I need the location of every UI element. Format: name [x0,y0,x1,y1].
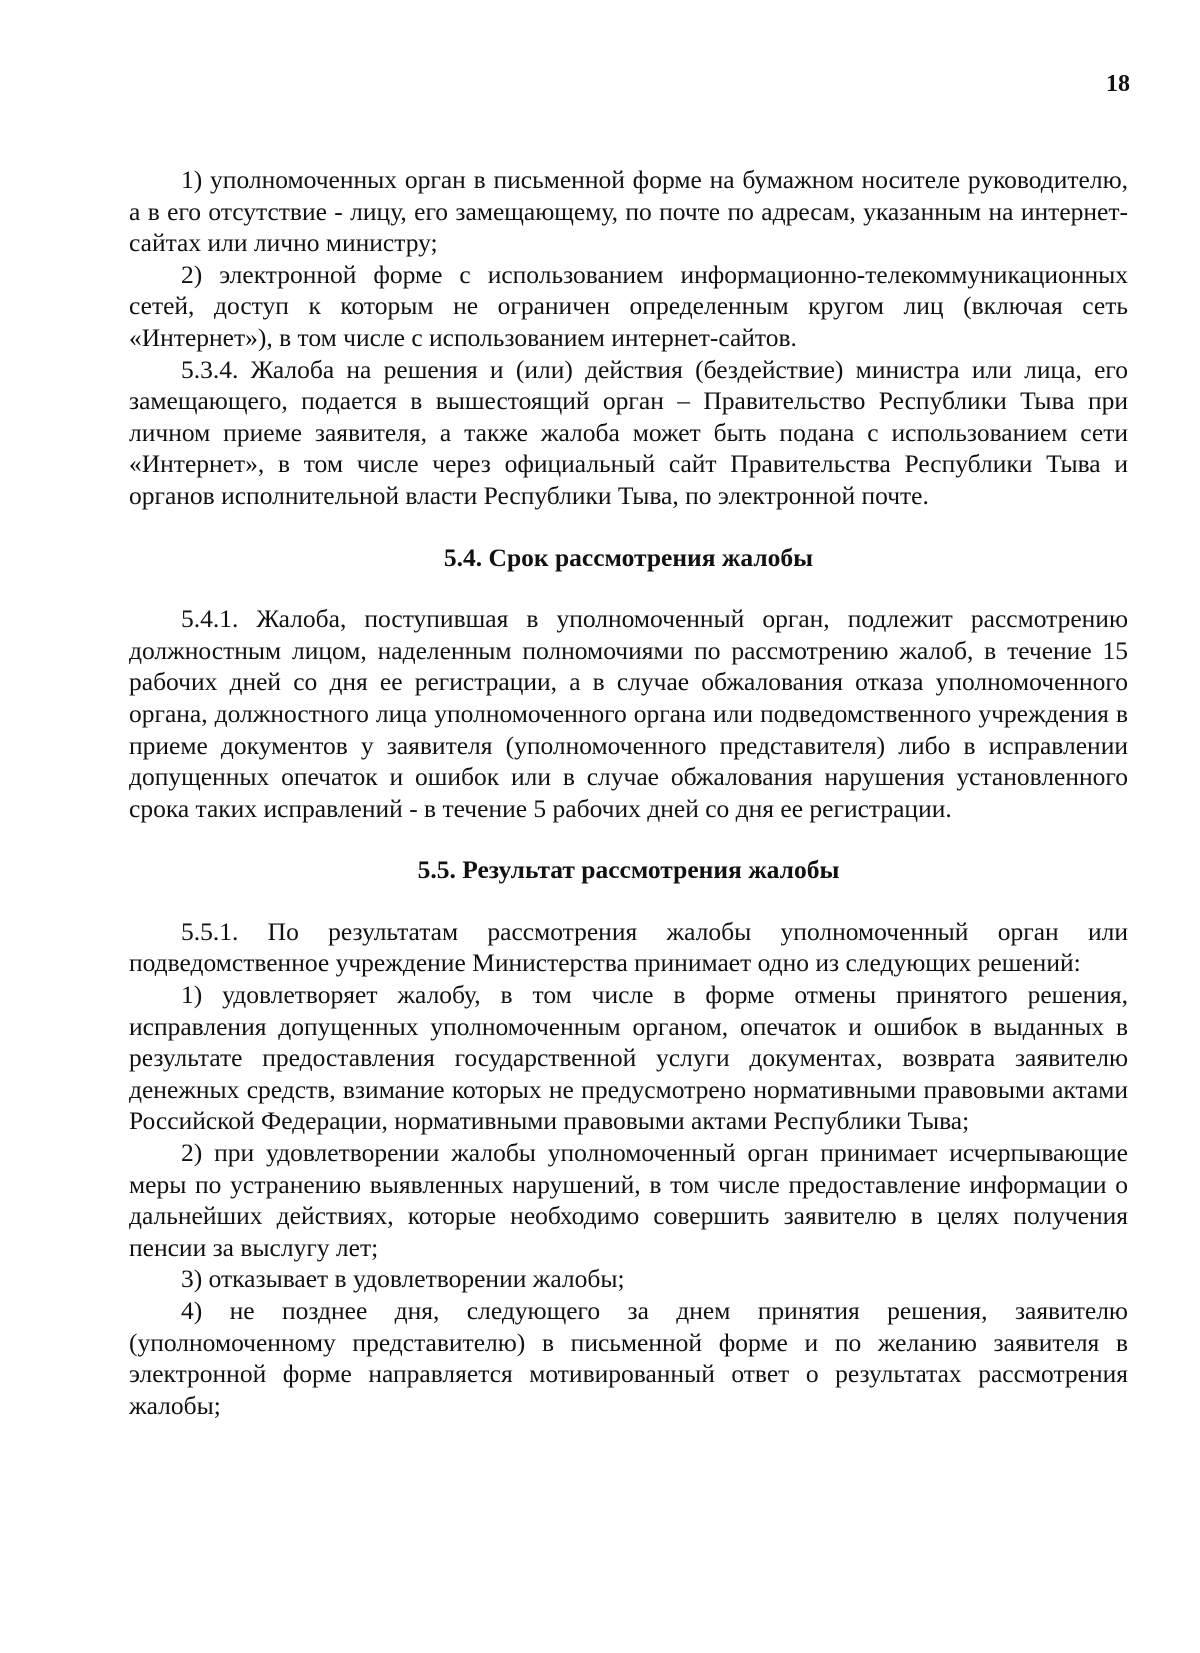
section-heading-5-4: 5.4. Срок рассмотрения жалобы [443,542,814,572]
document-body [129,164,1128,1421]
paragraph-item-1-paper-form: 1) уполномоченных орган в письменной форме на бумажном носителе руководителю, а в его отсутствие - лицу, его замещающему, по почте по адресам, указанным на интернет-сайтах или лично министру; [129,165,1128,258]
spacer [129,886,1128,916]
paragraph-5-3-4: 5.3.4. Жалоба на решения и (или) действия (бездействие) министра или лица, его замещающего, подается в вышестоящий орган – Правительство Республики Тыва при личном приеме заявителя, а также жалоба может быть подана с использованием сети «Интернет», в том числе через официальный сайт Правительства Республики Тыва и органов исполнительной власти Республики Тыва, по электронной почте. [129,354,1128,510]
paragraph-5-5-1: 5.5.1. По результатам рассмотрения жалобы уполномоченный орган или подведомственное учреждение Министерства принимает одно из следующих решений: [129,916,1128,978]
paragraph-decision-4: 4) не позднее дня, следующего за днем принятия решения, заявителю (уполномоченному представителю) в письменной форме и по желанию заявителя в электронной форме направляется мотивированный ответ о результатах рассмотрения жалобы; [129,1296,1128,1420]
paragraph-decision-2: 2) при удовлетворении жалобы уполномоченный орган принимает исчерпывающие меры по устранению выявленных нарушений, в том числе предоставление информации о дальнейших действиях, которые необходимо совершить заявителю в целях получения пенсии за выслугу лет; [129,1138,1128,1262]
section-heading-5-5: 5.5. Результат рассмотрения жалобы [417,855,840,885]
page-number: 18 [1106,71,1130,97]
paragraph-item-2-electronic-form: 2) электронной форме с использованием информационно-телекоммуникационных сетей, доступ к которым не ограничен определенным кругом лиц (включая сеть «Интернет»), в том числе с использованием интернет-сайтов. [129,259,1128,352]
paragraph-5-4-1: 5.4.1. Жалоба, поступившая в уполномоченный орган, подлежит рассмотрению должностным лицом, наделенным полномочиями по рассмотрению жалоб, в течение 15 рабочих дней со дня ее регистрации, а в случае обжалования отказа уполномоченного органа, должностного лица уполномоченного органа или подведомственного учреждения в приеме документов у заявителя (уполномоченного представителя) либо в исправлении допущенных опечаток и ошибок или в случае обжалования нарушения установленного срока таких исправлений - в течение 5 рабочих дней со дня ее регистрации. [129,604,1128,823]
paragraph-decision-1: 1) удовлетворяет жалобу, в том числе в форме отмены принятого решения, исправления допущенных уполномоченным органом, опечаток и ошибок в выданных в результате предоставления государственной услуги документах, возврата заявителю денежных средств, взимание которых не предусмотрено нормативными правовыми актами Российской Федерации, нормативными правовыми актами Республики Тыва; [129,980,1128,1136]
paragraph-decision-3: 3) отказывает в удовлетворении жалобы; [181,1264,625,1294]
spacer [129,573,1128,603]
